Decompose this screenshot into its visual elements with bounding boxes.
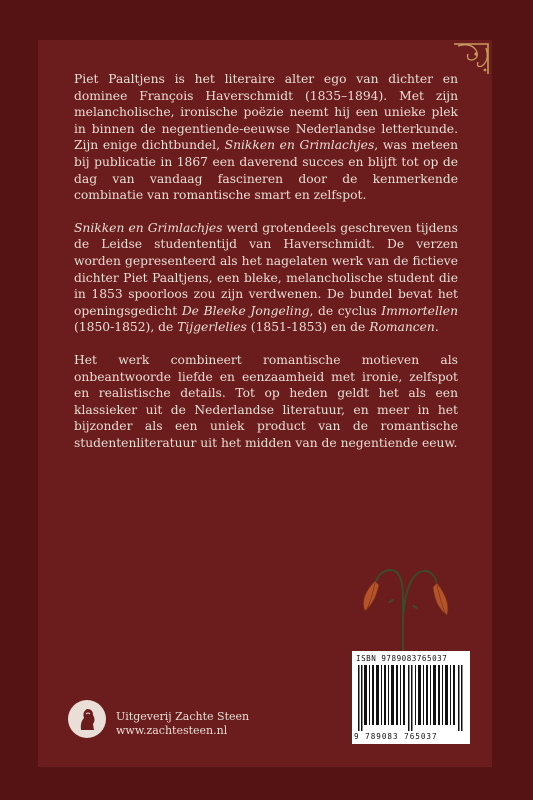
barcode-bars-icon	[358, 665, 464, 731]
blurb-paragraph-1: Piet Paaltjens is het literaire alter ego van dichter en dominee François Haverschmidt (1835–1894). Met zijn melancholische, ironische poëzie neemt hij een unieke plek in binnen de negentiende-eeuwse Nederlandse letterkunde. Zijn enige dichtbundel, Snikken en Grimlachjes, was meteen bij publicatie in 1867 een daverend succes en blijft tot op de dag van vandaag fascineren door de kenmerkende combinatie van romantische smart en zelfspot.	[74, 72, 458, 203]
isbn-label: ISBN 9789083765037	[356, 654, 448, 663]
barcode-digits: 9 789083 765037	[354, 732, 438, 741]
blurb-paragraph-2: Snikken en Grimlachjes werd grotendeels geschreven tijdens de Leidse studententijd van Haverschmidt. De verzen worden gepresenteerd als het nagelaten werk van de fictieve dichter Piet Paaltjens, een bleke, melancholische student die in 1853 spoorloos zou zijn verdwenen. De bundel bevat het openingsgedicht De Bleeke Jongeling, de cyclus Immortellen (1850-1852), de Tijgerlelies (1851-1853) en de Romancen.	[74, 220, 459, 335]
blurb-paragraph-3: Het werk combineert romantische motieven als onbeantwoorde liefde en eenzaamheid met ironie, zelfspot en realistische details. Tot op heden geldt het als een klassieker uit de Nederlandse literatuur, en meer in het bijzonder als een uniek product van de romantische studentenliteratuur uit het midden van de negentiende eeuw.	[74, 352, 458, 450]
blurb-text	[74, 71, 458, 451]
publisher-logo-icon	[68, 700, 106, 738]
isbn-barcode	[352, 651, 470, 744]
publisher-url[interactable]: www.zachtesteen.nl	[116, 724, 228, 737]
publisher-block	[68, 700, 268, 740]
publisher-name: Uitgeverij Zachte Steen	[116, 710, 250, 723]
corner-ornament-icon	[452, 40, 492, 78]
